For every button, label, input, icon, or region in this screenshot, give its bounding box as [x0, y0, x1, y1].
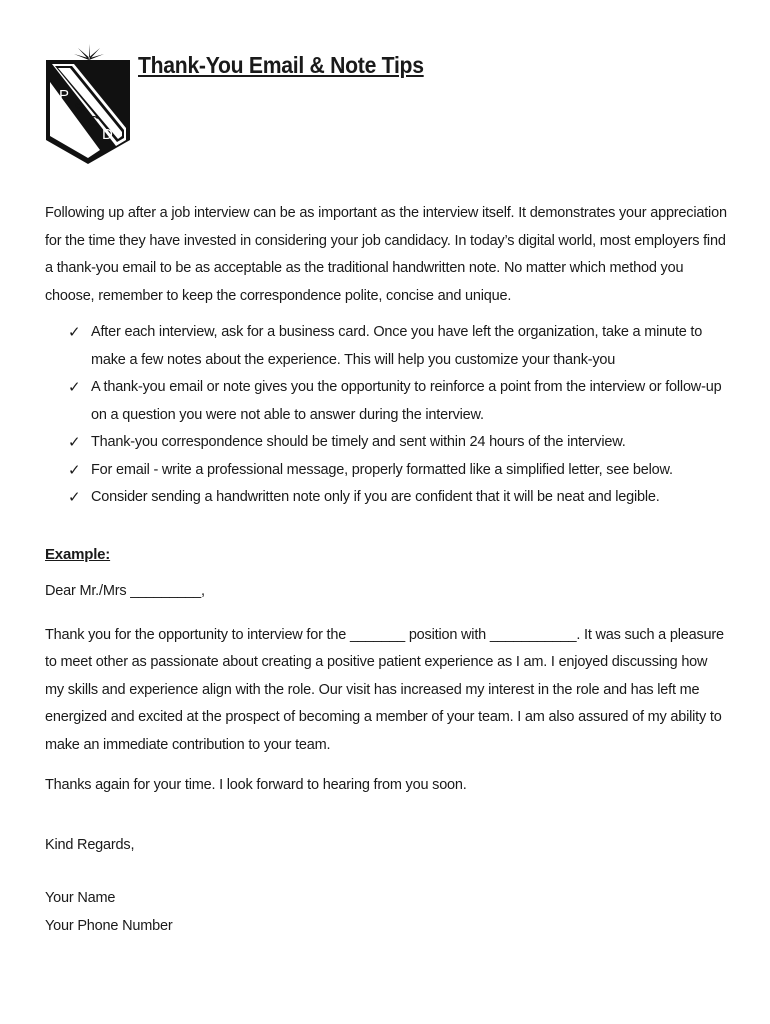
list-item — [68, 429, 731, 457]
list-item — [68, 484, 731, 512]
logo-letter: P — [59, 87, 70, 104]
checkmark-icon: ✓ — [68, 461, 81, 479]
document-body — [45, 200, 745, 940]
logo-letter: C — [88, 113, 99, 130]
letter-body: Thank you for the opportunity to interview for the _______ position with ___________. It was such a pleasure to meet other as passionate about creating a positive patient experience as I am. I enjoyed discussing how my skills and experience align with the role. Our visit has increased my interest in the role and has left me energized and excited at the prospect of becoming a member of your team. I am also assured of my ability to make an immediate contribution to your team. — [45, 626, 724, 753]
checkmark-icon: ✓ — [68, 379, 81, 396]
signature-phone: Your Phone Number — [45, 917, 173, 934]
tip-text: A thank-you email or note gives you the opportunity to reinforce a point from the interview or follow-up on a question you were not able to answer during the interview. — [91, 379, 722, 423]
page-title: Thank-You Email & Note Tips — [138, 52, 424, 78]
list-item — [68, 457, 731, 485]
tips-list — [45, 319, 731, 512]
signature-name: Your Name — [45, 890, 116, 906]
pscd-crest-logo — [44, 42, 132, 166]
tip-text: For email - write a professional message, properly formatted like a simplified letter, see below. — [91, 461, 673, 478]
letter-closing: Kind Regards, — [45, 836, 135, 853]
tip-text: Thank-you correspondence should be timely and sent within 24 hours of the interview. — [91, 434, 626, 450]
checkmark-icon: ✓ — [68, 324, 81, 341]
tip-text: After each interview, ask for a business card. Once you have left the organization, take a minute to make a few notes about the experience. This will help you customize your thank-you — [91, 324, 703, 368]
checkmark-icon: ✓ — [68, 434, 81, 451]
list-item — [68, 319, 731, 374]
intro-paragraph: Following up after a job interview can be as important as the interview itself. It demonstrates your appreciation for the time they have invested in considering your job candidacy. In today’s digital world, most employers find a thank-you email to be as acceptable as the traditional handwritten note. No matter which method you choose, remember to keep the correspondence polite, concise and unique. — [45, 205, 727, 304]
checkmark-icon: ✓ — [68, 489, 81, 506]
tip-text: Consider sending a handwritten note only if you are confident that it will be neat and legible. — [91, 489, 660, 505]
logo-letter: S — [74, 100, 85, 117]
list-item — [68, 374, 731, 429]
letter-salutation: Dear Mr./Mrs _________, — [45, 583, 205, 599]
letter-thanks: Thanks again for your time. I look forward to hearing from you soon. — [45, 777, 467, 793]
logo-letter: D — [102, 126, 113, 143]
example-heading: Example: — [45, 545, 111, 563]
